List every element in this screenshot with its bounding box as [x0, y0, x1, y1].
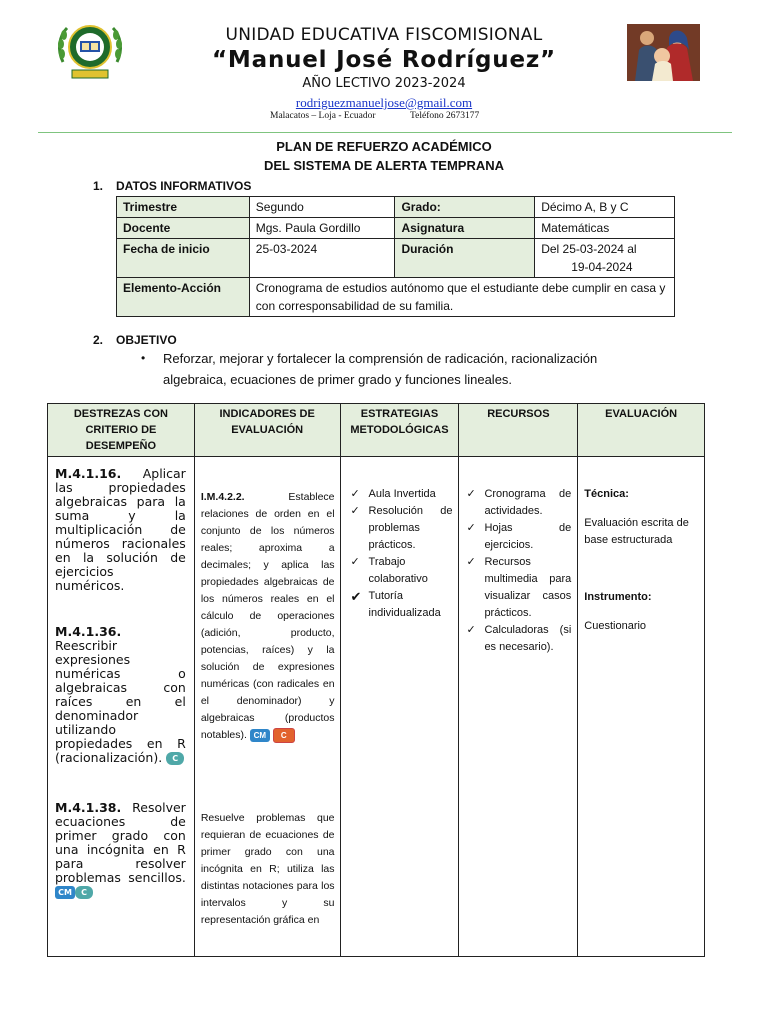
info-value-elemento: Cronograma de estudios autónomo que el estudiante debe cumplir en casa y con corresponsabilidad de su familia. — [249, 278, 674, 317]
skill-text: Reescribir expresiones numéricas o algebraicas con raíces en el denominador utilizando propiedades en R (racionalización). — [55, 638, 186, 765]
plan-header-row — [48, 404, 705, 457]
info-row-trimestre — [117, 197, 675, 218]
info-label: Duración — [395, 239, 535, 278]
check-icon: ✓ — [350, 488, 360, 500]
plan-table — [47, 403, 705, 957]
school-year: AÑO LECTIVO 2023-2024 — [302, 76, 466, 91]
strategy-item: ✓ Aula Invertida — [349, 486, 453, 503]
skill-item — [55, 625, 186, 765]
indicator2-text: Resuelve problemas que requieran de ecuaciones de primer grado con una incógnita en R; utiliza las distintas notaciones para los intervalos y su representación gráfica en — [200, 812, 335, 926]
check-icon: ✓ — [466, 522, 476, 534]
info-label: Fecha de inicio — [117, 239, 250, 278]
strategies-list — [349, 486, 453, 622]
check-icon: ✓ — [350, 505, 360, 517]
info-value: Matemáticas — [535, 218, 675, 239]
skill-text: Resolver ecuaciones de primer grado con una incógnita en R para resolver problemas sencillos. — [55, 800, 186, 885]
plan-body-row — [48, 457, 705, 957]
info-value: 25-03-2024 — [249, 239, 395, 278]
evaluacion-cell — [578, 457, 705, 957]
indicator1-text: relaciones de orden en el conjunto de los números reales; aproxima a decimales; y aplica las propiedades algebraicas de los números reales en el cálculo de operaciones (adición, producto, potencias, raíces) y la solución de expresiones numéricas (con radicales en el denominador) y algebraicas (productos notables). CM C — [200, 508, 335, 741]
skill-text: Aplicar las propiedades algebraicas para la suma y la multiplicación de números racionales en la solución de ejercicios numéricos. — [55, 466, 186, 593]
school-name: “Manuel José Rodríguez” — [212, 47, 556, 73]
bullet-dot: • — [141, 351, 146, 365]
resources-list — [464, 486, 571, 656]
info-value: Mgs. Paula Gordillo — [249, 218, 395, 239]
info-label: Docente — [117, 218, 250, 239]
tecnica-value: Evaluación escrita de base estructurada — [584, 517, 689, 546]
info-label: Trimestre — [117, 197, 250, 218]
instrumento-value: Cuestionario — [584, 620, 647, 632]
section2-number: 2. — [93, 333, 104, 347]
col-evaluacion: EVALUACIÓN — [578, 404, 705, 457]
c-badge-icon: C — [166, 752, 184, 765]
skill-item — [55, 467, 186, 593]
strategy-item: ✔ Tutoría individualizada — [350, 589, 441, 619]
strategy-item: ✓ Trabajo colaborativo — [350, 556, 428, 585]
school-type: UNIDAD EDUCATIVA FISCOMISIONAL — [225, 25, 543, 45]
indicadores-cell — [194, 457, 340, 957]
section1-number: 1. — [93, 179, 104, 193]
check-icon: ✓ — [350, 556, 360, 568]
info-label: Asignatura — [395, 218, 535, 239]
school-location: Malacatos – Loja - Ecuador — [270, 111, 376, 121]
resource-item: ✓ Hojas de ejercicios. — [466, 522, 572, 551]
recursos-cell — [459, 457, 578, 957]
instrumento-label: Instrumento: — [584, 591, 652, 603]
info-row-fecha — [117, 239, 675, 278]
info-value: Segundo — [249, 197, 395, 218]
info-row-docente — [117, 218, 675, 239]
col-indicadores: INDICADORES DE EVALUACIÓN — [194, 404, 340, 457]
indicator1-first-word: Establece — [288, 491, 335, 503]
duracion-start: Del 25-03-2024 al — [541, 242, 637, 256]
info-label: Elemento-Acción — [117, 278, 250, 317]
info-value: Décimo A, B y C — [535, 197, 675, 218]
skill-item — [55, 801, 186, 899]
skill-code: M.4.1.36. — [55, 624, 122, 639]
school-phone: Teléfono 2673177 — [410, 111, 480, 121]
check-icon: ✓ — [466, 556, 476, 568]
check-icon: ✓ — [466, 624, 476, 636]
objective-text: Reforzar, mejorar y fortalecer la comprensión de radicación, racionalización algebraica, ecuaciones de primer grado y funciones lineales. — [163, 351, 598, 387]
check-icon: ✔ — [350, 589, 362, 604]
strategy-item: ✓ Resolución de problemas prácticos. — [350, 505, 453, 551]
col-estrategias: ESTRATEGIAS METODOLÓGICAS — [340, 404, 459, 457]
school-email-link[interactable]: rodriguezmanueljose@gmail.com — [295, 95, 473, 110]
info-value-duracion — [535, 239, 675, 278]
indicator1-head — [201, 489, 335, 506]
info-label: Grado: — [395, 197, 535, 218]
duracion-end: 19-04-2024 — [571, 260, 633, 274]
estrategias-cell — [340, 457, 459, 957]
check-icon: ✓ — [466, 488, 476, 500]
resource-item: ✓ Recursos multimedia para visualizar casos prácticos. — [466, 556, 572, 619]
info-table — [116, 196, 675, 317]
cm-badge-icon: CM — [55, 886, 75, 899]
indicator1-code: I.M.4.2.2. — [200, 491, 245, 503]
col-recursos: RECURSOS — [459, 404, 578, 457]
cm-badge-icon: CM — [250, 729, 270, 742]
skill-code: M.4.1.38. — [55, 800, 122, 815]
tecnica-label: Técnica: — [584, 488, 629, 500]
section2-heading: OBJETIVO — [116, 333, 177, 347]
doc-title-line2: DEL SISTEMA DE ALERTA TEMPRANA — [263, 158, 505, 173]
resource-item: ✓ Calculadoras (si es necesario). — [466, 624, 572, 653]
destrezas-cell — [48, 457, 195, 957]
section1-heading: DATOS INFORMATIVOS — [116, 179, 252, 193]
skill-code: M.4.1.16. — [55, 466, 122, 481]
c-badge-icon: C — [75, 886, 93, 899]
info-row-elemento — [117, 278, 675, 317]
header-divider — [38, 132, 732, 133]
c-badge-icon: C — [273, 728, 295, 743]
doc-title-line1: PLAN DE REFUERZO ACADÉMICO — [276, 139, 492, 154]
resource-item: ✓ Cronograma de actividades. — [466, 488, 572, 517]
col-destrezas: DESTREZAS CON CRITERIO DE DESEMPEÑO — [48, 404, 195, 457]
